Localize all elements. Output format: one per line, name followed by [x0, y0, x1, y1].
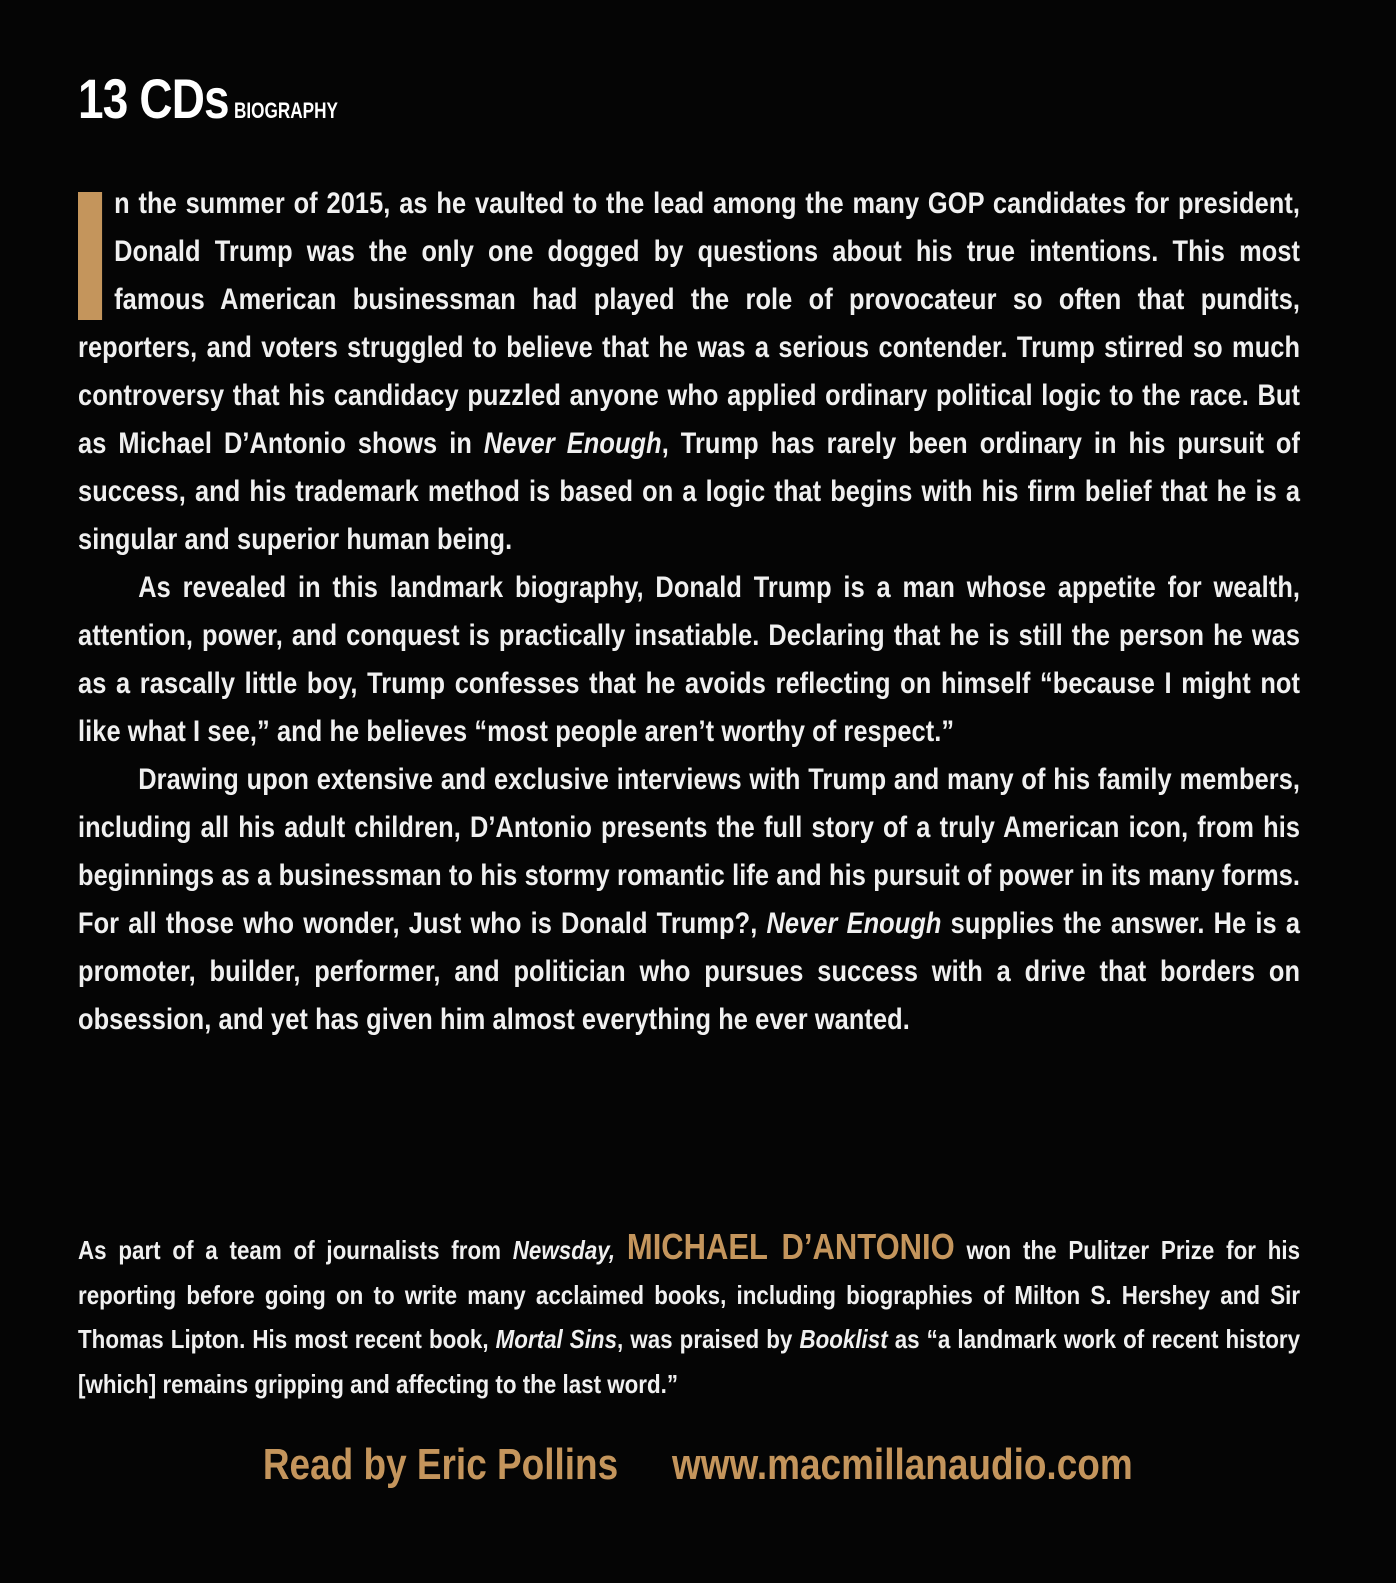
author-bio-inner [78, 1225, 1300, 1406]
cd-count: 13 CDs [78, 67, 229, 130]
paragraph-1-end: , Trump has rarely been ordinary in his pursuit of success, and his trademark method is based on a logic that begins with his firm belief that he is a singular and superior human being. [78, 427, 1301, 556]
book-title-reference: Never Enough [766, 907, 942, 940]
footer-inner [263, 1440, 1133, 1490]
description-paragraph-2: As revealed in this landmark biography, Donald Trump is a man whose appetite for wealth, attention, power, and conquest is practically insatiable. Declaring that he is still the person he was as a rascally little boy, Trump confesses that he avoids reflecting on himself “because I might not like what I see,” and he believes “most people aren’t worthy of respect.” [78, 571, 1301, 748]
drop-cap-letter-i [78, 192, 102, 320]
bio-text-4: as “a landmark work of recent history [which] remains gripping and affecting to the last word.” [78, 1324, 1301, 1399]
bio-text-2: won the Pulitzer Prize for his reporting before going on to write many acclaimed books, including biographies of Milton S. Hershey and Sir Thomas Lipton. His most recent book, [78, 1235, 1301, 1354]
publisher-website[interactable]: www.macmillanaudio.com [672, 1440, 1133, 1489]
publication-name: Booklist [799, 1324, 888, 1354]
paragraph-3-end: supplies the answer. He is a promoter, builder, performer, and politician who pursues success with a drive that borders on obsession, and yet has given him almost everything he ever wanted. [78, 907, 1301, 1036]
newspaper-name: Newsday, [512, 1235, 616, 1265]
genre-label: BIOGRAPHY [234, 98, 339, 123]
previous-book-title: Mortal Sins [495, 1324, 618, 1354]
bio-text-3: , was praised by [617, 1324, 800, 1354]
book-title-reference: Never Enough [483, 427, 662, 460]
author-name: MICHAEL D’ANTONIO [626, 1226, 955, 1267]
description-inner [78, 180, 1300, 1044]
author-bio [78, 1225, 1300, 1406]
book-description [78, 180, 1300, 1044]
description-paragraph-3 [78, 756, 1300, 1044]
narrator-credit: Read by Eric Pollins [263, 1440, 619, 1489]
paragraph-1-text: n the summer of 2015, as he vaulted to the lead among the many GOP candidates for president, Donald Trump was the only one dogged by questions about his true intentions. This most famous American businessman had played the role of provocateur so often that pundits, reporters, and voters struggled to believe that he was a serious contender. Trump stirred so much controversy that his candidacy puzzled anyone who applied ordinary political logic to the race. But as Michael D’Antonio shows in [78, 187, 1301, 460]
header [78, 66, 368, 131]
description-paragraph-1 [78, 180, 1300, 564]
paragraph-3-text: Drawing upon extensive and exclusive interviews with Trump and many of his family members, including all his adult children, D’Antonio presents the full story of a truly American icon, from his beginnings as a businessman to his stormy romantic life and his pursuit of power in its many forms. For all those who wonder, Just who is Donald Trump?, [78, 763, 1301, 940]
footer [0, 1440, 1396, 1490]
bio-text-1: As part of a team of journalists from [78, 1235, 513, 1265]
